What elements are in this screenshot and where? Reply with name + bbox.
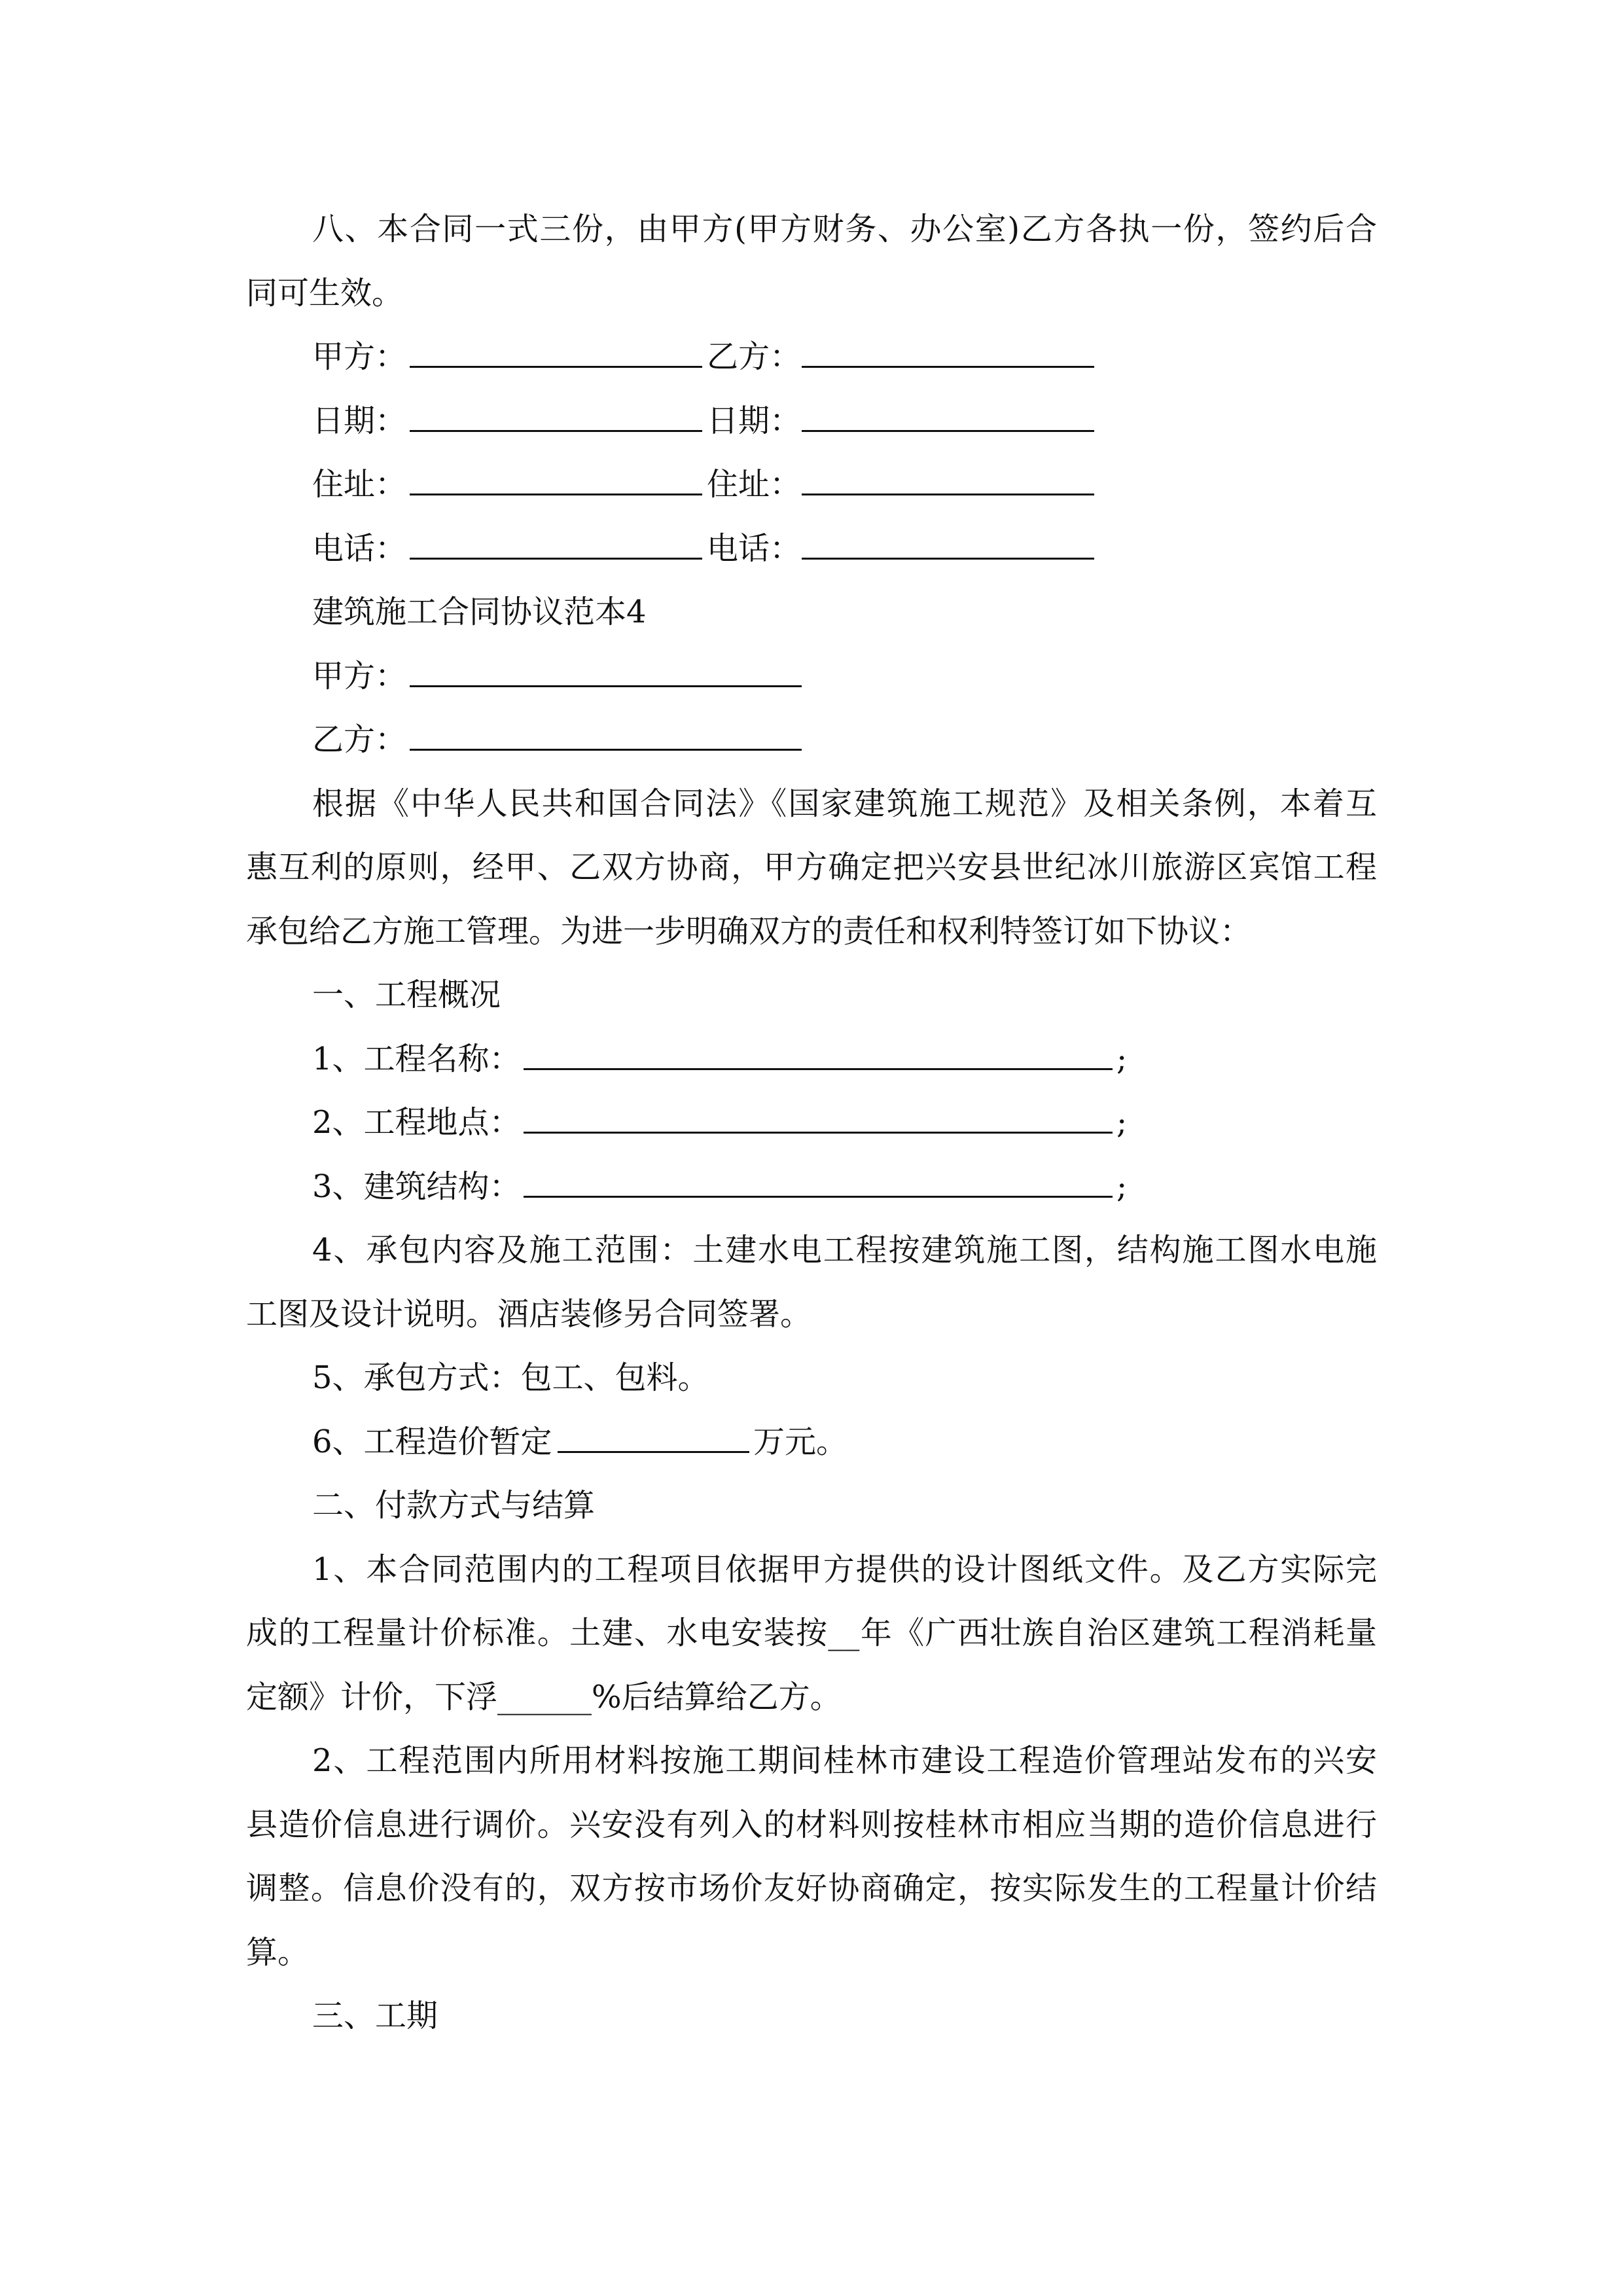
blank-field: [802, 325, 1094, 368]
s2p2-line4: 算。: [246, 1933, 310, 1971]
label: 日期：: [707, 402, 802, 439]
blank-field: [802, 389, 1094, 432]
s2p1-line1: 1、本合同范围内的工程项目依据甲方提供的设计图纸文件。及乙方实际完: [312, 1551, 1377, 1588]
signature-row-phone: [246, 517, 1377, 581]
item4-line2: 工图及设计说明。酒店装修另合同签署。: [246, 1295, 812, 1333]
semicolon: ;: [1116, 1040, 1128, 1077]
signature-row-party: [246, 325, 1377, 389]
label: 日期：: [312, 402, 407, 439]
label: 电话：: [312, 529, 407, 567]
s2p2-line2: 县造价信息进行调价。兴安没有列入的材料则按桂林市相应当期的造价信息进行: [246, 1806, 1377, 1843]
label: 甲方：: [312, 338, 407, 375]
unit: 万元。: [753, 1423, 848, 1460]
label: 1、工程名称：: [312, 1040, 521, 1077]
section3-heading: 三、工期: [312, 1998, 438, 2034]
label: 乙方：: [312, 721, 407, 758]
blank-field: [410, 517, 702, 560]
blank-field: [558, 1410, 749, 1453]
label: 6、工程造价暂定: [312, 1423, 552, 1460]
intro-line1: 根据《中华人民共和国合同法》《国家建筑施工规范》及相关条例，本着互: [312, 785, 1377, 822]
blank-field: [410, 708, 802, 751]
blank-field: [802, 517, 1094, 560]
party-a-row: [246, 645, 1377, 709]
semicolon: ;: [1116, 1104, 1128, 1141]
blank-field: [410, 645, 802, 687]
label: 2、工程地点：: [312, 1104, 521, 1141]
blank-field: [524, 1028, 1113, 1070]
clause8-line2: 同可生效。: [246, 274, 404, 312]
intro-line2: 惠互利的原则，经甲、乙双方协商，甲方确定把兴安县世纪冰川旅游区宾馆工程: [246, 849, 1377, 886]
blank-field: [410, 389, 702, 432]
clause8-line1: 八、本合同一式三份，由甲方(甲方财务、办公室)乙方各执一份，签约后合: [312, 211, 1377, 247]
item6: [246, 1410, 1377, 1475]
item-structure: [246, 1155, 1377, 1219]
item-project-location: [246, 1091, 1377, 1155]
blank-field: [410, 453, 702, 495]
intro-line3: 承包给乙方施工管理。为进一步明确双方的责任和权利特签订如下协议：: [246, 912, 1252, 950]
section2-heading: 二、付款方式与结算: [312, 1487, 596, 1524]
blank-field: [410, 325, 702, 368]
section1-heading: 一、工程概况: [312, 977, 501, 1013]
label: 3、建筑结构：: [312, 1168, 521, 1205]
item4-line1: 4、承包内容及施工范围：土建水电工程按建筑施工图，结构施工图水电施: [312, 1232, 1377, 1268]
s2p1-line3: 定额》计价，下浮______%后结算给乙方。: [246, 1678, 842, 1715]
s2p2-line1: 2、工程范围内所用材料按施工期间桂林市建设工程造价管理站发布的兴安: [312, 1742, 1377, 1779]
s2p1-line2: 成的工程量计价标准。土建、水电安装按__年《广西壮族自治区建筑工程消耗量: [246, 1615, 1377, 1651]
label: 住址：: [312, 466, 407, 503]
document-title: 建筑施工合同协议范本4: [312, 594, 647, 630]
semicolon: ;: [1116, 1168, 1128, 1205]
label: 住址：: [707, 466, 802, 503]
item5: 5、承包方式：包工、包料。: [312, 1359, 709, 1396]
label: 乙方：: [707, 338, 802, 375]
signature-row-address: [246, 453, 1377, 517]
blank-field: [802, 453, 1094, 495]
s2p2-line3: 调整。信息价没有的，双方按市场价友好协商确定，按实际发生的工程量计价结: [246, 1870, 1377, 1907]
party-b-row: [246, 708, 1377, 772]
blank-field: [524, 1155, 1113, 1198]
signature-row-date: [246, 389, 1377, 454]
label: 甲方：: [312, 657, 407, 694]
label: 电话：: [707, 529, 802, 567]
item-project-name: [246, 1028, 1377, 1092]
blank-field: [524, 1091, 1113, 1134]
